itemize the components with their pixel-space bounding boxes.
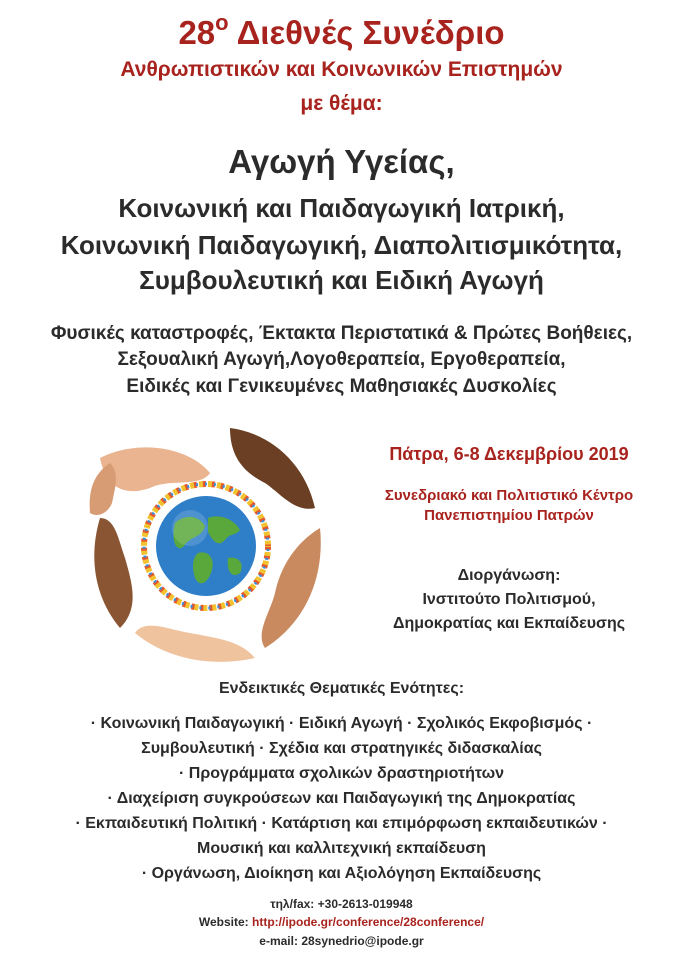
conference-number: 28 [178,14,216,51]
topic-extra-line: Σεξουαλική Αγωγή,Λογοθεραπεία, Εργοθεραπεία, [117,349,566,370]
organizer-label: Διοργάνωση: [457,567,561,584]
contact-phone [0,897,683,911]
topic-extra-line: Ειδικές και Γενικευμένες Μαθησιακές Δυσκολίες [126,376,557,397]
event-venue-line: Συνεδριακό και Πολιτιστικό Κέντρο [384,487,634,504]
theme-label: με θέμα: [300,92,383,115]
conference-subtitle: Ανθρωπιστικών και Κοινωνικών Επιστημών [120,58,563,81]
ordinal-superscript: ο [215,10,229,35]
thematic-unit-line: · Εκπαιδευτική Πολιτική · Κατάρτιση και επιμόρφωση εκπαιδευτικών · [75,815,608,832]
event-date: Πάτρα, 6-8 Δεκεμβρίου 2019 [389,444,629,464]
contact-email [0,934,683,948]
conference-title-text: Διεθνές Συνέδριο [236,14,505,51]
phone-label: τηλ/fax: [270,897,315,911]
event-venue-line: Πανεπιστημίου Πατρών [424,507,594,524]
thematic-unit-line: · Κοινωνική Παιδαγωγική · Ειδική Αγωγή · Σχολικός Εκφοβισμός · [90,715,593,732]
conference-title [0,10,683,52]
topic-subheading: Κοινωνική Παιδαγωγική, Διαπολιτισμικότητα, [60,230,623,260]
thematic-unit-line: · Διαχείριση συγκρούσεων και Παιδαγωγική της Δημοκρατίας [107,790,576,807]
phone-number: +30-2613-019948 [317,897,413,911]
contact-website [0,915,683,929]
topic-main-heading: Αγωγή Υγείας, [228,143,455,180]
thematic-units-heading: Ενδεικτικές Θεματικές Ενότητες: [218,680,465,697]
thematic-unit-line: Μουσική και καλλιτεχνική εκπαίδευση [197,840,486,857]
website-link[interactable]: http://ipode.gr/conference/28conference/ [252,915,485,929]
topic-subheading: Συμβουλευτική και Ειδική Αγωγή [139,265,544,295]
thematic-unit-line: · Προγράμματα σχολικών δραστηριοτήτων [179,765,504,782]
hands-globe-image [80,418,332,668]
thematic-unit-line: · Οργάνωση, Διοίκηση και Αξιολόγηση Εκπαίδευσης [141,865,542,882]
website-label: Website: [198,915,249,929]
thematic-unit-line: Συμβουλευτική · Σχέδια και στρατηγικές διδασκαλίας [141,740,542,757]
organizer-line: Ινστιτούτο Πολιτισμού, [422,591,596,608]
topic-subheading: Κοινωνική και Παιδαγωγική Ιατρική, [118,193,565,223]
topic-extra-line: Φυσικές καταστροφές, Έκτακτα Περιστατικά & Πρώτες Βοήθειες, [50,323,633,344]
email-label: e-mail: [259,934,298,948]
organizer-line: Δημοκρατίας και Εκπαίδευσης [392,615,626,632]
globe [156,496,256,596]
email-link[interactable]: 28synedrio@ipode.gr [301,934,424,948]
